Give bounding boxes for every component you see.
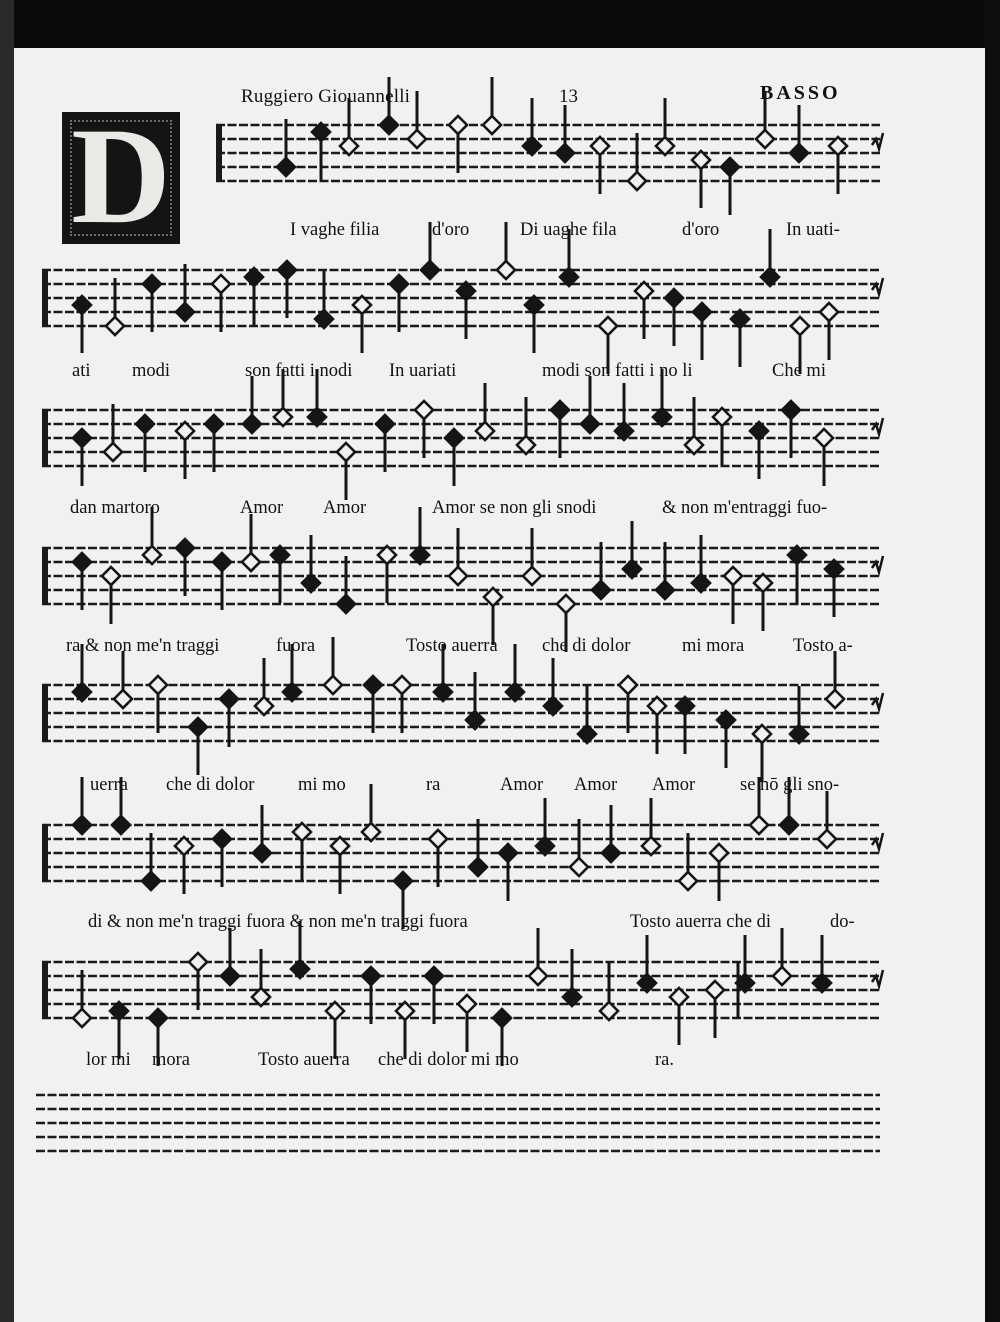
note: [136, 415, 154, 472]
note: [731, 310, 749, 367]
lyric-text: Amor: [323, 498, 367, 518]
lyric-text: che di dolor mi mo: [378, 1050, 519, 1070]
lyric-text: Amor se non gli snodi: [432, 498, 597, 518]
clef-mark: [216, 125, 222, 181]
note: [449, 116, 467, 173]
note: [337, 443, 355, 500]
note-head: [176, 303, 194, 321]
note-head: [826, 690, 844, 708]
lyric-text: Amor: [500, 775, 544, 795]
note: [213, 553, 231, 610]
lyric-text: Tosto a-: [793, 636, 853, 656]
note-head: [782, 401, 800, 419]
note: [591, 137, 609, 194]
custos-mark: [872, 833, 883, 849]
note-head: [337, 595, 355, 613]
note-head: [221, 967, 239, 985]
note: [362, 967, 380, 1024]
note-head: [602, 844, 620, 862]
note-head: [710, 844, 728, 862]
lyric-text: ra.: [655, 1050, 674, 1070]
note: [581, 376, 599, 433]
note-head: [394, 872, 412, 890]
note-head: [73, 1009, 91, 1027]
note: [679, 833, 697, 890]
note: [176, 422, 194, 479]
note-head: [425, 967, 443, 985]
note: [692, 151, 710, 208]
note: [506, 644, 524, 701]
note-head: [213, 553, 231, 571]
note: [175, 837, 193, 894]
note: [245, 268, 263, 325]
initial-letter: D: [71, 99, 171, 252]
note-head: [149, 1009, 167, 1027]
lyric-text: Di uaghe fila: [520, 220, 617, 240]
note: [221, 928, 239, 985]
lyric-text: lor mi: [86, 1050, 131, 1070]
note: [638, 935, 656, 992]
lyric-text: Tosto auerra: [258, 1050, 350, 1070]
note: [615, 383, 633, 440]
note-head: [591, 137, 609, 155]
lyric-text: I vaghe filia: [290, 220, 380, 240]
note-head: [469, 858, 487, 876]
note: [818, 791, 836, 848]
note: [556, 105, 574, 162]
note: [623, 521, 641, 578]
note: [713, 408, 731, 465]
note-head: [592, 581, 610, 599]
clef-mark: [42, 962, 48, 1018]
note: [104, 404, 122, 461]
lyric-text: mi mora: [682, 636, 745, 656]
note-head: [497, 261, 515, 279]
lyric-text: & non m'entraggi fuo-: [662, 498, 828, 518]
note: [212, 275, 230, 332]
note: [665, 289, 683, 346]
lyric-text: di & non me'n traggi fuora & non me'n traggi fuora: [88, 912, 468, 932]
note: [73, 553, 91, 610]
note-head: [750, 422, 768, 440]
lyric-text: Tosto auerra che di: [630, 912, 771, 932]
note: [415, 401, 433, 458]
note-head: [362, 967, 380, 985]
note-head: [499, 844, 517, 862]
composer-name: Ruggiero Giouannelli: [241, 86, 411, 107]
note: [756, 91, 774, 148]
note: [693, 303, 711, 360]
note: [656, 542, 674, 599]
note: [243, 376, 261, 433]
lyric-text: Amor: [574, 775, 618, 795]
note-head: [791, 317, 809, 335]
note-head: [557, 595, 575, 613]
note: [324, 637, 342, 694]
note: [578, 686, 596, 743]
note: [73, 296, 91, 353]
note-head: [212, 275, 230, 293]
note-head: [136, 415, 154, 433]
note-head: [278, 261, 296, 279]
note: [457, 282, 475, 339]
lyric-text: che di dolor: [542, 636, 631, 656]
note: [517, 397, 535, 454]
note-head: [291, 960, 309, 978]
note: [570, 819, 588, 876]
note: [143, 275, 161, 332]
clef-mark: [42, 548, 48, 604]
page-number: 13: [559, 86, 578, 107]
note-head: [679, 872, 697, 890]
note-head: [570, 858, 588, 876]
note: [497, 222, 515, 279]
note: [825, 560, 843, 617]
note: [390, 275, 408, 332]
clef-mark: [42, 825, 48, 881]
note: [380, 77, 398, 134]
lyric-text: che di dolor: [166, 775, 255, 795]
note: [648, 697, 666, 754]
note: [376, 415, 394, 472]
note: [476, 383, 494, 440]
note: [315, 271, 333, 328]
note: [525, 296, 543, 353]
note-head: [149, 676, 167, 694]
note-head: [581, 415, 599, 433]
note: [302, 535, 320, 592]
note-head: [415, 401, 433, 419]
note-head: [73, 816, 91, 834]
note: [750, 422, 768, 479]
note: [813, 935, 831, 992]
note: [312, 123, 330, 180]
note-head: [815, 429, 833, 447]
clef-mark: [42, 685, 48, 741]
note-head: [253, 844, 271, 862]
note: [706, 981, 724, 1038]
note-head: [818, 830, 836, 848]
note: [149, 676, 167, 733]
note: [602, 805, 620, 862]
note-head: [421, 261, 439, 279]
note-head: [449, 567, 467, 585]
note-head: [458, 995, 476, 1013]
note: [790, 105, 808, 162]
note: [73, 429, 91, 486]
note-head: [324, 676, 342, 694]
note-head: [176, 422, 194, 440]
note: [483, 77, 501, 134]
note-head: [483, 116, 501, 134]
note-head: [429, 830, 447, 848]
note-head: [544, 697, 562, 715]
note: [73, 777, 91, 834]
note: [563, 949, 581, 1006]
note-head: [820, 303, 838, 321]
note: [106, 278, 124, 335]
note-head: [112, 816, 130, 834]
note: [592, 542, 610, 599]
note-head: [408, 130, 426, 148]
note: [277, 119, 295, 176]
note: [469, 819, 487, 876]
note-head: [189, 953, 207, 971]
note-head: [364, 676, 382, 694]
lyric-text: modi son fatti i no li: [542, 361, 693, 381]
note-head: [205, 415, 223, 433]
note: [411, 507, 429, 564]
lyric-text: mi mo: [298, 775, 346, 795]
note: [73, 970, 91, 1027]
note: [445, 429, 463, 486]
note: [670, 988, 688, 1045]
note: [529, 928, 547, 985]
note-head: [380, 116, 398, 134]
note: [255, 658, 273, 715]
note: [362, 784, 380, 841]
lyric-text: Amor: [652, 775, 696, 795]
note-head: [175, 837, 193, 855]
note: [710, 844, 728, 901]
note: [393, 676, 411, 733]
note: [499, 844, 517, 901]
lyric-text: In uati-: [786, 220, 840, 240]
custos-mark: [872, 278, 883, 294]
note-head: [302, 574, 320, 592]
note-head: [220, 690, 238, 708]
note: [773, 928, 791, 985]
note: [331, 837, 349, 894]
note: [790, 686, 808, 743]
note: [142, 833, 160, 890]
note: [642, 798, 660, 855]
note: [189, 953, 207, 1010]
note: [820, 303, 838, 360]
note: [189, 718, 207, 775]
note: [635, 282, 653, 339]
lyric-text: ra & non me'n traggi: [66, 636, 220, 656]
note: [102, 567, 120, 624]
note: [408, 91, 426, 148]
note-head: [73, 553, 91, 571]
note: [685, 397, 703, 454]
note-head: [242, 553, 260, 571]
note: [600, 963, 618, 1020]
note: [788, 546, 806, 603]
lyric-text: uerra: [90, 775, 128, 795]
note: [753, 725, 771, 782]
note-head: [142, 872, 160, 890]
note-head: [102, 567, 120, 585]
note-head: [790, 144, 808, 162]
note: [826, 651, 844, 708]
lyric-text: modi: [132, 361, 171, 381]
staff: [36, 1095, 880, 1151]
note-head: [578, 725, 596, 743]
note: [721, 158, 739, 215]
note: [676, 697, 694, 754]
note: [523, 98, 541, 155]
clef-mark: [42, 270, 48, 326]
note: [544, 658, 562, 715]
lyric-text: son fatti i nodi: [245, 361, 353, 381]
custos-mark: [872, 418, 883, 434]
note: [429, 830, 447, 887]
note-head: [599, 317, 617, 335]
note: [176, 539, 194, 596]
note-head: [670, 988, 688, 1006]
lyric-text: In uariati: [389, 361, 457, 381]
note: [213, 830, 231, 887]
note-head: [114, 690, 132, 708]
note: [242, 514, 260, 571]
note-head: [656, 581, 674, 599]
note: [551, 401, 569, 458]
lyric-text: d'oro: [682, 220, 720, 240]
note-head: [277, 158, 295, 176]
note: [252, 949, 270, 1006]
lyric-text: mora: [152, 1050, 191, 1070]
custos-mark: [872, 693, 883, 709]
lyric-text: Che mi: [772, 361, 826, 381]
note-head: [523, 567, 541, 585]
note-head: [628, 172, 646, 190]
note: [754, 574, 772, 631]
note-head: [245, 268, 263, 286]
note: [449, 528, 467, 585]
note: [340, 98, 358, 155]
note-head: [213, 830, 231, 848]
note: [337, 556, 355, 613]
note-head: [337, 443, 355, 461]
lyric-text: ati: [72, 361, 91, 381]
note: [724, 567, 742, 624]
note: [378, 546, 396, 603]
note-head: [693, 303, 711, 321]
note: [692, 535, 710, 592]
note: [176, 264, 194, 321]
note-head: [635, 282, 653, 300]
voice-part-label: BASSO: [760, 82, 841, 104]
note: [271, 546, 289, 603]
note: [656, 98, 674, 155]
note: [717, 711, 735, 768]
note: [782, 401, 800, 458]
note-head: [493, 1009, 511, 1027]
note-head: [243, 415, 261, 433]
note: [628, 133, 646, 190]
note: [293, 823, 311, 880]
lyric-text: Amor: [240, 498, 284, 518]
note-head: [706, 981, 724, 999]
note-head: [619, 676, 637, 694]
note: [523, 528, 541, 585]
note: [253, 805, 271, 862]
note-head: [393, 676, 411, 694]
note-head: [449, 116, 467, 134]
note: [466, 672, 484, 729]
lyric-text: d'oro: [432, 220, 470, 240]
note-head: [551, 401, 569, 419]
lyric-text: do-: [830, 912, 855, 932]
lyric-text: se nō gli sno-: [740, 775, 840, 795]
note-head: [104, 443, 122, 461]
note-head: [106, 317, 124, 335]
custos-mark: [872, 556, 883, 572]
note-head: [445, 429, 463, 447]
lyric-text: ra: [426, 775, 441, 795]
note: [619, 676, 637, 733]
note: [364, 676, 382, 733]
note: [829, 137, 847, 194]
note-head: [73, 429, 91, 447]
lyric-text: Tosto auerra: [406, 636, 498, 656]
note-head: [529, 967, 547, 985]
note-head: [556, 144, 574, 162]
note-head: [189, 718, 207, 736]
note: [220, 690, 238, 747]
note-head: [721, 158, 739, 176]
note: [425, 967, 443, 1024]
note: [458, 995, 476, 1052]
note-head: [176, 539, 194, 557]
note-head: [143, 275, 161, 293]
lyric-text: fuora: [276, 636, 316, 656]
note: [761, 229, 779, 286]
clef-mark: [42, 410, 48, 466]
note: [353, 296, 371, 353]
note: [536, 798, 554, 855]
note-head: [773, 967, 791, 985]
note-head: [724, 567, 742, 585]
custos-mark: [872, 970, 883, 986]
note: [815, 429, 833, 486]
note-head: [750, 816, 768, 834]
note-head: [376, 415, 394, 433]
note-head: [390, 275, 408, 293]
note: [205, 415, 223, 472]
note-head: [756, 130, 774, 148]
note-head: [780, 816, 798, 834]
lyric-text: dan martoro: [70, 498, 160, 518]
note: [278, 261, 296, 318]
custos-mark: [872, 133, 883, 149]
note: [114, 651, 132, 708]
note-head: [665, 289, 683, 307]
